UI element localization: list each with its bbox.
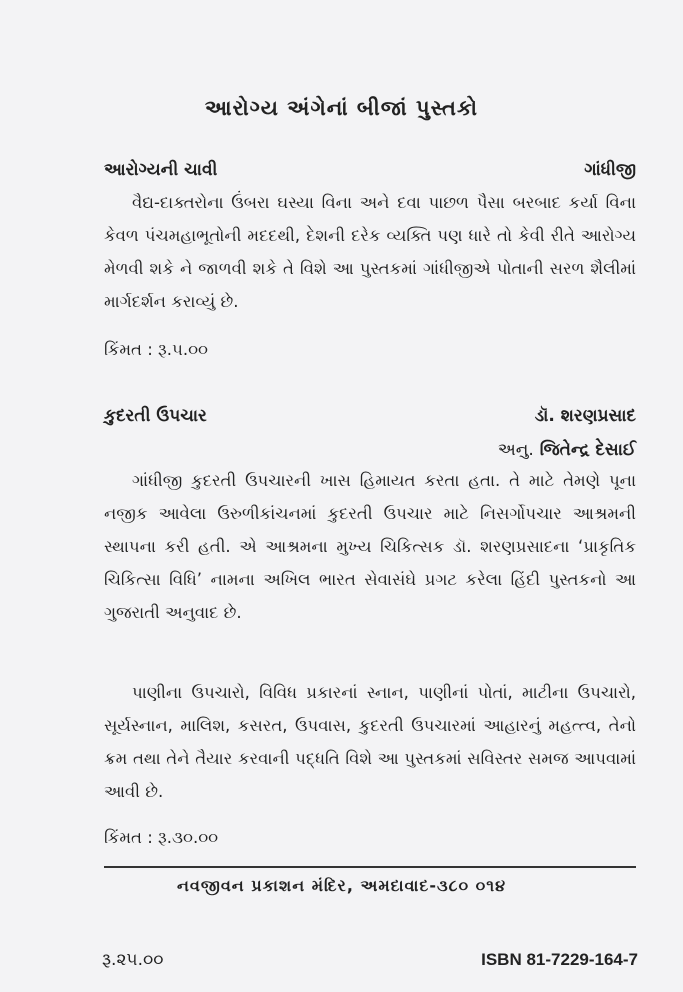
- book-1-title: આરોગ્યની ચાવી: [104, 160, 218, 180]
- book-2-translator-line: [498, 440, 636, 460]
- isbn: ISBN 81-7229-164-7: [481, 950, 638, 969]
- book-2-description-2: પાણીના ઉપચારો, વિવિધ પ્રકારનાં સ્નાન, પાણીનાં પોતાં, માટીના ઉપચારો, સૂર્યસ્નાન, માલિશ, કસરત, ઉપવાસ, કુદરતી ઉપચારમાં આહારનું મહત્ત્વ, તેનો ક્રમ તથા તેને તૈયાર કરવાની પદ્ધતિ વિશે આ પુસ્તકમાં સવિસ્તર સમજ આપવામાં આવી છે.: [104, 683, 636, 801]
- book-2-header: [104, 406, 636, 426]
- book-2-author: ડૉ. શરણપ્રસાદ: [534, 406, 636, 426]
- book-1-price: કિંમત : રૂ.૫.૦૦: [104, 340, 208, 359]
- cover-price: રૂ.૨૫.૦૦: [102, 950, 164, 970]
- translator-prefix: અનુ.: [497, 440, 534, 460]
- book-1-header: [104, 160, 636, 180]
- book-2-title: કુદરતી ઉપચાર: [104, 406, 207, 426]
- book-1-description: વૈદ્ય-દાક્તરોના ઉંબરા ઘસ્યા વિના અને દવા પાછળ પૈસા બરબાદ કર્યા વિના કેવળ પંચમહાભૂતોની મદદથી, દેશની દરેક વ્યક્તિ પણ ધારે તો કેવી રીતે આરોગ્ય મેળવી શકે ને જાળવી શકે તે વિશે આ પુસ્તકમાં ગાંધીજીએ પોતાની સરળ શૈલીમાં માર્ગદર્શન કરાવ્યું છે.: [104, 193, 636, 311]
- translator-name: જિતેન્દ્ર દેસાઈ: [539, 440, 636, 460]
- page-title: આરોગ્ય અંગેનાં બીજાં પુસ્તકો: [204, 96, 479, 120]
- book-2-price: કિંમત : રૂ.૩૦.૦૦: [104, 828, 219, 847]
- publisher-line: નવજીવન પ્રકાશન મંદિર, અમદાવાદ-૩૮૦ ૦૧૪: [176, 876, 507, 895]
- book-1-author: ગાંધીજી: [584, 160, 636, 180]
- publisher-rule: [104, 866, 636, 868]
- book-2-description-1: ગાંધીજી કુદરતી ઉપચારની ખાસ હિમાયત કરતા હતા. તે માટે તેમણે પૂના નજીક આવેલા ઉરુળીકાંચનમાં કુદરતી ઉપચાર માટે નિસર્ગોપચાર આશ્રમની સ્થાપના કરી હતી. એ આશ્રમના મુખ્ય ચિકિત્સક ડૉ. શરણપ્રસાદના ‘પ્રાકૃતિક ચિકિત્સા વિધિ’ નામના અખિલ ભારત સેવાસંઘે પ્રગટ કરેલા હિંદી પુસ્તકનો આ ગુજરાતી અનુવાદ છે.: [104, 471, 636, 622]
